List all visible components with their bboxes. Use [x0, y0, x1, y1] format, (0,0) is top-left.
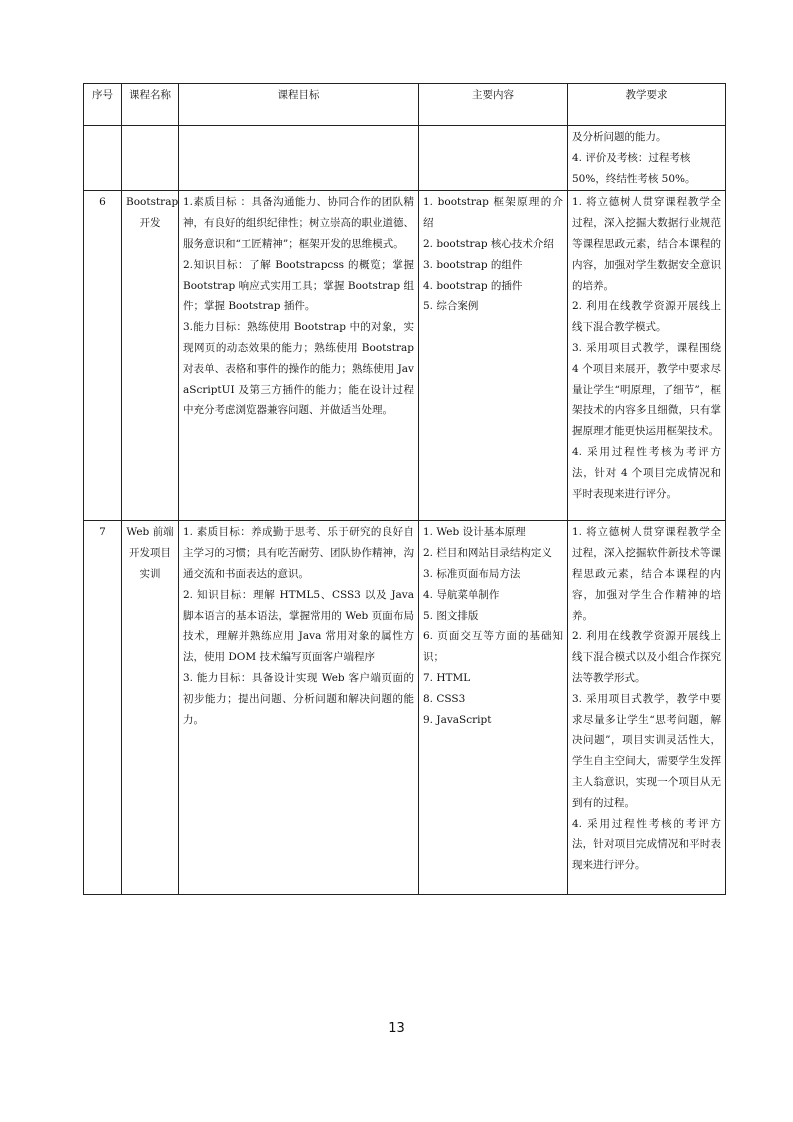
table-row-6 — [84, 191, 726, 521]
req-line: 1. 将立德树人贯穿课程教学全过程，深入挖掘大数据行业规范等课程思政元素，结合本课程的内容，加强对学生数据安全意识的培养。 — [572, 196, 721, 292]
req-line: 1. 将立德树人贯穿课程教学全过程，深入挖掘软件新技术等课程思政元素，结合本课程的内容，加强对学生合作精神的培养。 — [572, 526, 721, 622]
req-line: 4. 采用过程性考核的考评方法，针对项目完成情况和平时表现来进行评分。 — [572, 817, 721, 872]
row-course-goal — [179, 521, 419, 895]
req-line: 3. 采用项目式教学，课程围绕 4 个项目来展开，教学中要求尽量让学生“明原理，了细节”，框架技术的内容多且细微，只有掌握原理才能更快运用框架技术。 — [572, 341, 721, 438]
goal-line: 3. 能力目标：具备设计实现 Web 客户端页面的初步能力；提出问题、分析问题和解决问题的能力。 — [183, 671, 414, 726]
continued-content-cell — [419, 126, 568, 191]
row-main-content — [419, 191, 568, 521]
goal-line: 2.知识目标：了解 Bootstrapcss 的概览；掌握 Bootstrap 响应式实用工具；掌握 Bootstrap 组件；掌握 Bootstrap 插件。 — [183, 258, 414, 313]
content-line: 1. Web 设计基本原理 — [423, 526, 526, 539]
content-line: 4. 导航菜单制作 — [423, 588, 500, 601]
content-line: 6. 页面交互等方面的基础知识； — [423, 630, 563, 664]
goal-line: 2. 知识目标：理解 HTML5、CSS3 以及 Java 脚本语言的基本语法，掌握常用的 Web 页面布局技术，理解并熟练应用 Java 常用对象的属性方法，使用 DOM 技术编写页面客户端程序 — [183, 588, 414, 664]
content-line: 4. bootstrap 的插件 — [423, 279, 523, 292]
header-teaching-requirements: 教学要求 — [568, 84, 726, 126]
table-row-7 — [84, 521, 726, 895]
req-line: 及分析问题的能力。 — [572, 131, 667, 143]
row-main-content — [419, 521, 568, 895]
req-line: 3. 采用项目式教学，教学中要求尽量多让学生“思考问题，解决问题”，项目实训灵活性大，学生自主空间大，需要学生发挥主人翁意识，实现一个项目从无到有的过程。 — [572, 692, 721, 809]
content-line: 2. 栏目和网站目录结构定义 — [423, 547, 552, 560]
header-course-name: 课程名称 — [122, 84, 179, 126]
content-line: 9. JavaScript — [423, 713, 492, 726]
continued-goal-cell — [179, 126, 419, 191]
content-line: 8. CSS3 — [423, 692, 466, 705]
row-course-name: Web 前端开发项目实训 — [122, 521, 179, 895]
req-line: 4. 采用过程性考核为考评方法，针对 4 个项目完成情况和平时表现来进行评分。 — [572, 445, 721, 500]
content-line: 1. bootstrap 框架原理的介绍 — [423, 196, 563, 230]
goal-line: 3.能力目标：熟练使用 Bootstrap 中的对象，实现网页的动态效果的能力；熟练使用 Bootstrap 对表单、表格和事件的操作的能力；熟练使用 JavaScriptUI 及第三方插件的能力；能在设计过程中充分考虑浏览器兼容问题、并做适当处理。 — [183, 321, 414, 417]
goal-line: 1.素质目标 ：具备沟通能力、协同合作的团队精神，有良好的组织纪律性；树立崇高的职业道德、服务意识和“工匠精神”；框架开发的思维模式。 — [183, 196, 414, 250]
table-row-continued — [84, 126, 726, 191]
continued-req-cell — [568, 126, 726, 191]
row-course-goal — [179, 191, 419, 521]
continued-course-cell — [122, 126, 179, 191]
continued-seq-cell — [84, 126, 122, 191]
content-line: 3. 标准页面布局方法 — [423, 567, 521, 580]
header-course-goal: 课程目标 — [179, 84, 419, 126]
row-teaching-requirements — [568, 521, 726, 895]
course-table — [83, 83, 726, 895]
goal-line: 1. 素质目标：养成勤于思考、乐于研究的良好自主学习的习惯；具有吃苦耐劳、团队协作精神，沟通交流和书面表达的意识。 — [183, 526, 414, 580]
req-line: 50%，终结性考核 50%。 — [572, 172, 696, 185]
content-line: 2. bootstrap 核心技术介绍 — [423, 237, 554, 250]
row-seq: 6 — [84, 191, 122, 521]
row-course-name: Bootstrap 开发 — [122, 191, 179, 521]
row-teaching-requirements — [568, 191, 726, 521]
content-line: 3. bootstrap 的组件 — [423, 258, 523, 271]
req-line: 2. 利用在线教学资源开展线上线下混合模式以及小组合作探究法等教学形式。 — [572, 630, 721, 684]
req-line: 2. 利用在线教学资源开展线上线下混合教学模式。 — [572, 300, 721, 334]
content-line: 5. 综合案例 — [423, 300, 479, 313]
content-line: 7. HTML — [423, 671, 471, 684]
row-seq: 7 — [84, 521, 122, 895]
header-main-content: 主要内容 — [419, 84, 568, 126]
page-number: 13 — [388, 1021, 405, 1036]
header-seq: 序号 — [84, 84, 122, 126]
header-row — [84, 84, 726, 126]
content-line: 5. 图文排版 — [423, 609, 479, 622]
req-line: 4. 评价及考核：过程考核 — [572, 151, 691, 164]
